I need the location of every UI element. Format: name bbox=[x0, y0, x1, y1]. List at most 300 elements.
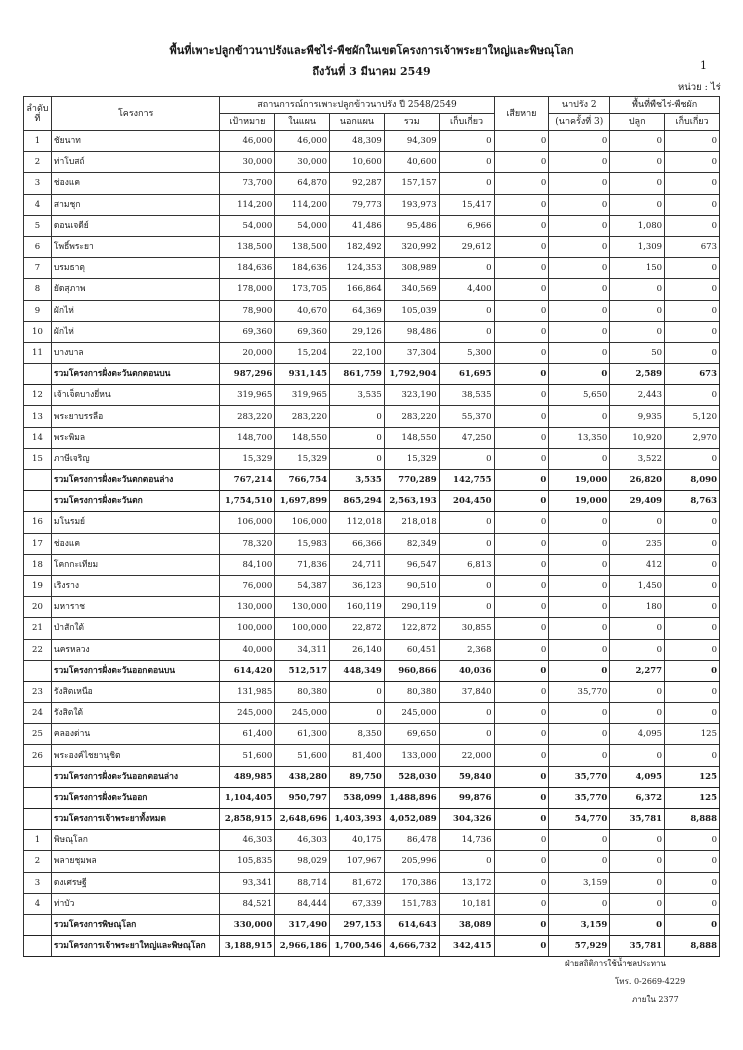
value-cell: 0 bbox=[494, 554, 549, 575]
value-cell: 766,754 bbox=[275, 470, 330, 491]
value-cell: 0 bbox=[549, 512, 610, 533]
value-cell: 15,417 bbox=[439, 194, 494, 215]
value-cell: 160,119 bbox=[330, 597, 385, 618]
project-name: ภาษีเจริญ bbox=[51, 448, 220, 469]
header-field-group: พื้นที่พืชไร่-พืชผัก bbox=[610, 97, 720, 114]
value-cell: 114,200 bbox=[220, 194, 275, 215]
header-second-rice: นาปรัง 2 bbox=[549, 97, 610, 114]
value-cell: 0 bbox=[330, 406, 385, 427]
value-cell: 0 bbox=[610, 618, 665, 639]
value-cell: 182,492 bbox=[330, 236, 385, 257]
project-name: สามชุก bbox=[51, 194, 220, 215]
value-cell: 30,855 bbox=[439, 618, 494, 639]
value-cell: 138,500 bbox=[275, 236, 330, 257]
value-cell: 15,204 bbox=[275, 342, 330, 363]
row-number: 16 bbox=[24, 512, 52, 533]
value-cell: 0 bbox=[494, 893, 549, 914]
value-cell: 0 bbox=[665, 872, 720, 893]
project-name: โพธิ์พระยา bbox=[51, 236, 220, 257]
value-cell: 0 bbox=[494, 575, 549, 596]
table-row bbox=[24, 575, 720, 596]
value-cell: 36,123 bbox=[330, 575, 385, 596]
table-row bbox=[24, 703, 720, 724]
value-cell: 80,380 bbox=[275, 681, 330, 702]
value-cell: 8,350 bbox=[330, 724, 385, 745]
value-cell: 51,600 bbox=[275, 745, 330, 766]
table-row bbox=[24, 554, 720, 575]
footer-department: ฝ่ายสถิติการใช้น้ำชลประทาน bbox=[565, 959, 666, 968]
value-cell: 0 bbox=[494, 703, 549, 724]
value-cell: 0 bbox=[549, 173, 610, 194]
value-cell: 0 bbox=[494, 512, 549, 533]
value-cell: 95,486 bbox=[384, 215, 439, 236]
value-cell: 96,547 bbox=[384, 554, 439, 575]
value-cell: 1,403,393 bbox=[330, 809, 385, 830]
value-cell: 40,036 bbox=[439, 660, 494, 681]
value-cell: 15,329 bbox=[384, 448, 439, 469]
value-cell: 15,329 bbox=[275, 448, 330, 469]
value-cell: 30,000 bbox=[220, 152, 275, 173]
value-cell: 0 bbox=[549, 533, 610, 554]
value-cell: 6,813 bbox=[439, 554, 494, 575]
table-row bbox=[24, 872, 720, 893]
value-cell: 861,759 bbox=[330, 364, 385, 385]
row-number: 3 bbox=[24, 872, 52, 893]
value-cell: 0 bbox=[665, 533, 720, 554]
subtotal-row bbox=[24, 470, 720, 491]
row-number: 4 bbox=[24, 194, 52, 215]
value-cell: 0 bbox=[665, 258, 720, 279]
value-cell: 0 bbox=[494, 724, 549, 745]
value-cell: 319,965 bbox=[275, 385, 330, 406]
value-cell: 673 bbox=[665, 236, 720, 257]
table-row bbox=[24, 512, 720, 533]
table-row bbox=[24, 131, 720, 152]
value-cell: 54,387 bbox=[275, 575, 330, 596]
header-total: รวม bbox=[384, 114, 439, 131]
subtotal-row bbox=[24, 766, 720, 787]
value-cell: 69,360 bbox=[275, 321, 330, 342]
table-row bbox=[24, 215, 720, 236]
value-cell: 931,145 bbox=[275, 364, 330, 385]
value-cell: 0 bbox=[439, 152, 494, 173]
value-cell: 55,370 bbox=[439, 406, 494, 427]
value-cell: 0 bbox=[549, 194, 610, 215]
value-cell: 50 bbox=[610, 342, 665, 363]
value-cell: 412 bbox=[610, 554, 665, 575]
row-number: 7 bbox=[24, 258, 52, 279]
value-cell: 71,836 bbox=[275, 554, 330, 575]
value-cell: 0 bbox=[494, 406, 549, 427]
value-cell: 107,967 bbox=[330, 851, 385, 872]
value-cell: 125 bbox=[665, 724, 720, 745]
value-cell: 0 bbox=[665, 512, 720, 533]
value-cell: 0 bbox=[549, 660, 610, 681]
value-cell: 0 bbox=[549, 745, 610, 766]
value-cell: 0 bbox=[494, 597, 549, 618]
value-cell: 0 bbox=[494, 300, 549, 321]
value-cell: 35,770 bbox=[549, 681, 610, 702]
value-cell: 0 bbox=[494, 194, 549, 215]
value-cell: 34,311 bbox=[275, 639, 330, 660]
value-cell: 0 bbox=[549, 554, 610, 575]
table-row bbox=[24, 597, 720, 618]
value-cell: 166,864 bbox=[330, 279, 385, 300]
project-name: พลายชุมพล bbox=[51, 851, 220, 872]
value-cell: 0 bbox=[549, 364, 610, 385]
value-cell: 4,052,089 bbox=[384, 809, 439, 830]
value-cell: 205,996 bbox=[384, 851, 439, 872]
project-name: ชัยนาท bbox=[51, 131, 220, 152]
value-cell: 950,797 bbox=[275, 787, 330, 808]
project-name: ช่องแค bbox=[51, 533, 220, 554]
row-number bbox=[24, 491, 52, 512]
value-cell: 48,309 bbox=[330, 131, 385, 152]
value-cell: 35,770 bbox=[549, 766, 610, 787]
value-cell: 538,099 bbox=[330, 787, 385, 808]
value-cell: 2,648,696 bbox=[275, 809, 330, 830]
value-cell: 46,303 bbox=[275, 830, 330, 851]
value-cell: 41,486 bbox=[330, 215, 385, 236]
project-name: รวมโครงการพิษณุโลก bbox=[51, 914, 220, 935]
value-cell: 0 bbox=[494, 533, 549, 554]
value-cell: 0 bbox=[494, 618, 549, 639]
table-row bbox=[24, 639, 720, 660]
value-cell: 88,714 bbox=[275, 872, 330, 893]
row-number: 1 bbox=[24, 131, 52, 152]
row-number: 24 bbox=[24, 703, 52, 724]
value-cell: 6,372 bbox=[610, 787, 665, 808]
value-cell: 124,353 bbox=[330, 258, 385, 279]
header-second-rice-note: (นาครั้งที่ 3) bbox=[549, 114, 610, 131]
table-row bbox=[24, 321, 720, 342]
value-cell: 1,309 bbox=[610, 236, 665, 257]
value-cell: 54,000 bbox=[275, 215, 330, 236]
value-cell: 29,409 bbox=[610, 491, 665, 512]
value-cell: 61,400 bbox=[220, 724, 275, 745]
value-cell: 308,989 bbox=[384, 258, 439, 279]
value-cell: 69,360 bbox=[220, 321, 275, 342]
value-cell: 0 bbox=[494, 787, 549, 808]
row-number bbox=[24, 809, 52, 830]
header-in-plan: ในแผน bbox=[275, 114, 330, 131]
value-cell: 0 bbox=[494, 639, 549, 660]
value-cell: 51,600 bbox=[220, 745, 275, 766]
value-cell: 0 bbox=[439, 131, 494, 152]
value-cell: 5,650 bbox=[549, 385, 610, 406]
value-cell: 35,770 bbox=[549, 787, 610, 808]
value-cell: 218,018 bbox=[384, 512, 439, 533]
value-cell: 82,349 bbox=[384, 533, 439, 554]
value-cell: 5,300 bbox=[439, 342, 494, 363]
value-cell: 0 bbox=[439, 321, 494, 342]
row-number: 14 bbox=[24, 427, 52, 448]
value-cell: 1,700,546 bbox=[330, 936, 385, 957]
header-out-plan: นอกแผน bbox=[330, 114, 385, 131]
value-cell: 78,320 bbox=[220, 533, 275, 554]
value-cell: 40,175 bbox=[330, 830, 385, 851]
project-name: มหาราช bbox=[51, 597, 220, 618]
unit-label: หน่วย : ไร่ bbox=[678, 82, 721, 93]
row-number: 15 bbox=[24, 448, 52, 469]
value-cell: 340,569 bbox=[384, 279, 439, 300]
value-cell: 20,000 bbox=[220, 342, 275, 363]
value-cell: 960,866 bbox=[384, 660, 439, 681]
value-cell: 297,153 bbox=[330, 914, 385, 935]
subtotal-row bbox=[24, 809, 720, 830]
value-cell: 0 bbox=[610, 745, 665, 766]
value-cell: 0 bbox=[494, 427, 549, 448]
table-row bbox=[24, 385, 720, 406]
value-cell: 73,700 bbox=[220, 173, 275, 194]
value-cell: 0 bbox=[610, 703, 665, 724]
value-cell: 0 bbox=[494, 660, 549, 681]
value-cell: 8,090 bbox=[665, 470, 720, 491]
value-cell: 0 bbox=[610, 872, 665, 893]
value-cell: 0 bbox=[610, 321, 665, 342]
value-cell: 0 bbox=[439, 448, 494, 469]
row-number: 5 bbox=[24, 215, 52, 236]
project-name: เจ้าเจ็ดบางยี่หน bbox=[51, 385, 220, 406]
row-number: 9 bbox=[24, 300, 52, 321]
value-cell: 76,000 bbox=[220, 575, 275, 596]
row-number: 1 bbox=[24, 830, 52, 851]
value-cell: 0 bbox=[494, 131, 549, 152]
table-row bbox=[24, 618, 720, 639]
row-number bbox=[24, 787, 52, 808]
value-cell: 10,600 bbox=[330, 152, 385, 173]
value-cell: 142,755 bbox=[439, 470, 494, 491]
project-name: ช่องแค bbox=[51, 173, 220, 194]
header-harvest: เก็บเกี่ยว bbox=[439, 114, 494, 131]
value-cell: 0 bbox=[330, 427, 385, 448]
value-cell: 614,420 bbox=[220, 660, 275, 681]
value-cell: 290,119 bbox=[384, 597, 439, 618]
value-cell: 0 bbox=[549, 724, 610, 745]
value-cell: 1,450 bbox=[610, 575, 665, 596]
value-cell: 46,000 bbox=[275, 131, 330, 152]
value-cell: 0 bbox=[549, 152, 610, 173]
value-cell: 54,770 bbox=[549, 809, 610, 830]
value-cell: 81,672 bbox=[330, 872, 385, 893]
value-cell: 78,900 bbox=[220, 300, 275, 321]
value-cell: 98,486 bbox=[384, 321, 439, 342]
value-cell: 283,220 bbox=[220, 406, 275, 427]
value-cell: 3,535 bbox=[330, 470, 385, 491]
value-cell: 0 bbox=[494, 342, 549, 363]
value-cell: 0 bbox=[549, 258, 610, 279]
value-cell: 6,966 bbox=[439, 215, 494, 236]
value-cell: 0 bbox=[494, 491, 549, 512]
value-cell: 0 bbox=[494, 173, 549, 194]
value-cell: 0 bbox=[665, 300, 720, 321]
value-cell: 0 bbox=[665, 575, 720, 596]
subtotal-row bbox=[24, 660, 720, 681]
value-cell: 0 bbox=[549, 618, 610, 639]
value-cell: 130,000 bbox=[220, 597, 275, 618]
row-number: 22 bbox=[24, 639, 52, 660]
table-row bbox=[24, 152, 720, 173]
value-cell: 0 bbox=[494, 279, 549, 300]
value-cell: 0 bbox=[610, 639, 665, 660]
value-cell: 8,888 bbox=[665, 809, 720, 830]
value-cell: 0 bbox=[665, 660, 720, 681]
row-number bbox=[24, 660, 52, 681]
value-cell: 673 bbox=[665, 364, 720, 385]
value-cell: 317,490 bbox=[275, 914, 330, 935]
value-cell: 0 bbox=[610, 152, 665, 173]
value-cell: 133,000 bbox=[384, 745, 439, 766]
value-cell: 0 bbox=[494, 258, 549, 279]
value-cell: 19,000 bbox=[549, 470, 610, 491]
header-harvest2: เก็บเกี่ยว bbox=[665, 114, 720, 131]
value-cell: 204,450 bbox=[439, 491, 494, 512]
value-cell: 22,000 bbox=[439, 745, 494, 766]
value-cell: 0 bbox=[439, 258, 494, 279]
project-name: คลองด่าน bbox=[51, 724, 220, 745]
value-cell: 0 bbox=[330, 703, 385, 724]
value-cell: 89,750 bbox=[330, 766, 385, 787]
subtotal-row bbox=[24, 914, 720, 935]
value-cell: 151,783 bbox=[384, 893, 439, 914]
value-cell: 0 bbox=[549, 851, 610, 872]
value-cell: 770,289 bbox=[384, 470, 439, 491]
row-number bbox=[24, 936, 52, 957]
value-cell: 0 bbox=[549, 703, 610, 724]
value-cell: 35,781 bbox=[610, 809, 665, 830]
value-cell: 0 bbox=[610, 893, 665, 914]
value-cell: 3,159 bbox=[549, 872, 610, 893]
project-name: รวมโครงการฝั่งตะวันตก bbox=[51, 491, 220, 512]
project-name: รวมโครงการฝั่งตะวันออกตอนล่าง bbox=[51, 766, 220, 787]
value-cell: 0 bbox=[665, 448, 720, 469]
document-subtitle: ถึงวันที่ 3 มีนาคม 2549 bbox=[312, 65, 431, 78]
value-cell: 0 bbox=[610, 279, 665, 300]
value-cell: 0 bbox=[494, 745, 549, 766]
value-cell: 2,563,193 bbox=[384, 491, 439, 512]
value-cell: 245,000 bbox=[220, 703, 275, 724]
value-cell: 0 bbox=[439, 173, 494, 194]
value-cell: 0 bbox=[549, 321, 610, 342]
value-cell: 184,636 bbox=[220, 258, 275, 279]
value-cell: 438,280 bbox=[275, 766, 330, 787]
project-name: รวมโครงการเจ้าพระยาใหญ่และพิษณุโลก bbox=[51, 936, 220, 957]
subtotal-row bbox=[24, 364, 720, 385]
value-cell: 64,369 bbox=[330, 300, 385, 321]
table-row bbox=[24, 342, 720, 363]
value-cell: 131,985 bbox=[220, 681, 275, 702]
value-cell: 0 bbox=[549, 342, 610, 363]
value-cell: 84,444 bbox=[275, 893, 330, 914]
value-cell: 0 bbox=[665, 830, 720, 851]
value-cell: 5,120 bbox=[665, 406, 720, 427]
table-row bbox=[24, 448, 720, 469]
subtotal-row bbox=[24, 936, 720, 957]
project-name: เริงราง bbox=[51, 575, 220, 596]
table-row bbox=[24, 893, 720, 914]
value-cell: 4,095 bbox=[610, 766, 665, 787]
value-cell: 2,970 bbox=[665, 427, 720, 448]
row-number: 10 bbox=[24, 321, 52, 342]
value-cell: 81,400 bbox=[330, 745, 385, 766]
value-cell: 0 bbox=[549, 830, 610, 851]
row-number bbox=[24, 914, 52, 935]
value-cell: 3,522 bbox=[610, 448, 665, 469]
value-cell: 184,636 bbox=[275, 258, 330, 279]
value-cell: 105,835 bbox=[220, 851, 275, 872]
row-number: 2 bbox=[24, 152, 52, 173]
value-cell: 3,159 bbox=[549, 914, 610, 935]
value-cell: 0 bbox=[665, 618, 720, 639]
value-cell: 180 bbox=[610, 597, 665, 618]
project-name: ป่าสักใต้ bbox=[51, 618, 220, 639]
project-name: รวมโครงการฝั่งตะวันออกตอนบน bbox=[51, 660, 220, 681]
value-cell: 3,188,915 bbox=[220, 936, 275, 957]
value-cell: 46,303 bbox=[220, 830, 275, 851]
project-name: ผักไห่ bbox=[51, 300, 220, 321]
value-cell: 105,039 bbox=[384, 300, 439, 321]
value-cell: 170,386 bbox=[384, 872, 439, 893]
value-cell: 987,296 bbox=[220, 364, 275, 385]
value-cell: 122,872 bbox=[384, 618, 439, 639]
row-number: 13 bbox=[24, 406, 52, 427]
project-name: ยัดสุภาพ bbox=[51, 279, 220, 300]
value-cell: 22,872 bbox=[330, 618, 385, 639]
value-cell: 99,876 bbox=[439, 787, 494, 808]
value-cell: 0 bbox=[610, 512, 665, 533]
value-cell: 150 bbox=[610, 258, 665, 279]
value-cell: 0 bbox=[494, 236, 549, 257]
value-cell: 0 bbox=[330, 681, 385, 702]
value-cell: 22,100 bbox=[330, 342, 385, 363]
value-cell: 15,329 bbox=[220, 448, 275, 469]
value-cell: 0 bbox=[439, 575, 494, 596]
row-number: 17 bbox=[24, 533, 52, 554]
value-cell: 64,870 bbox=[275, 173, 330, 194]
value-cell: 0 bbox=[494, 448, 549, 469]
value-cell: 342,415 bbox=[439, 936, 494, 957]
value-cell: 2,443 bbox=[610, 385, 665, 406]
header-target: เป้าหมาย bbox=[220, 114, 275, 131]
document-title: พื้นที่เพาะปลูกข้าวนาปรังและพืชไร่-พืชผักในเขตโครงการเจ้าพระยาใหญ่และพิษณุโลก bbox=[169, 44, 574, 57]
value-cell: 0 bbox=[610, 194, 665, 215]
header-plant: ปลูก bbox=[610, 114, 665, 131]
table-row bbox=[24, 745, 720, 766]
value-cell: 319,965 bbox=[220, 385, 275, 406]
header-no: ลำดับที่ bbox=[24, 97, 52, 131]
value-cell: 448,349 bbox=[330, 660, 385, 681]
value-cell: 84,521 bbox=[220, 893, 275, 914]
row-number: 8 bbox=[24, 279, 52, 300]
value-cell: 0 bbox=[439, 533, 494, 554]
row-number: 11 bbox=[24, 342, 52, 363]
header-project: โครงการ bbox=[51, 97, 220, 131]
value-cell: 0 bbox=[665, 173, 720, 194]
value-cell: 24,711 bbox=[330, 554, 385, 575]
value-cell: 0 bbox=[549, 279, 610, 300]
value-cell: 0 bbox=[439, 851, 494, 872]
value-cell: 0 bbox=[665, 597, 720, 618]
value-cell: 0 bbox=[439, 512, 494, 533]
value-cell: 1,754,510 bbox=[220, 491, 275, 512]
value-cell: 138,500 bbox=[220, 236, 275, 257]
value-cell: 512,517 bbox=[275, 660, 330, 681]
value-cell: 90,510 bbox=[384, 575, 439, 596]
value-cell: 0 bbox=[494, 364, 549, 385]
value-cell: 54,000 bbox=[220, 215, 275, 236]
value-cell: 0 bbox=[665, 893, 720, 914]
footer-extension: ภายใน 2377 bbox=[632, 995, 679, 1004]
